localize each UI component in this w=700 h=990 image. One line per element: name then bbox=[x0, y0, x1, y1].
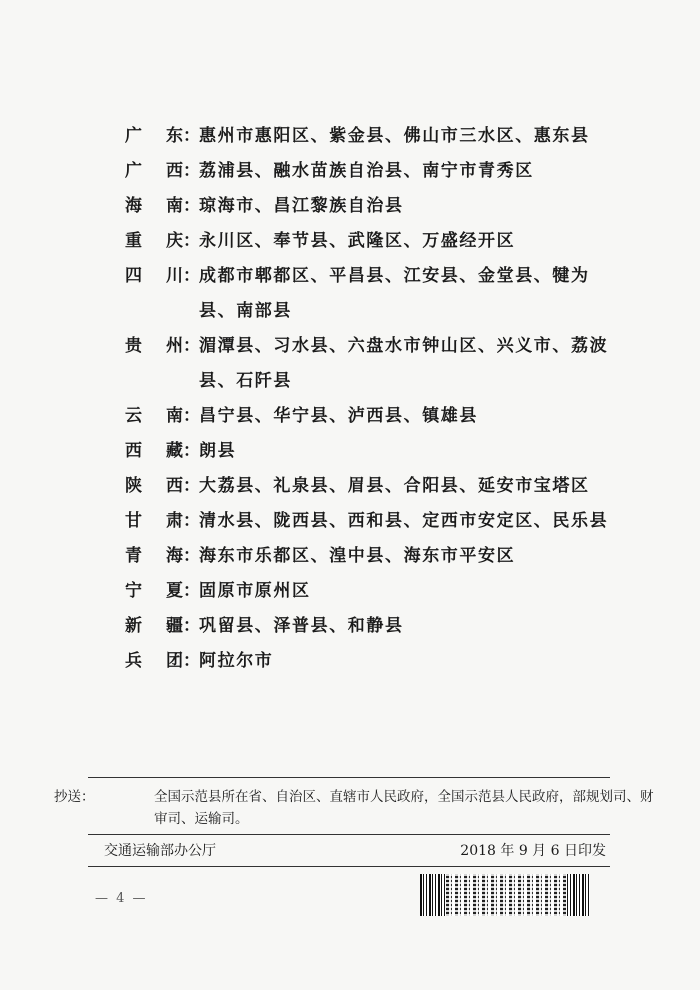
divider-middle bbox=[88, 834, 610, 835]
list-row: 重 庆 ： 永川区、奉节县、武隆区、万盛经开区 bbox=[125, 224, 625, 259]
list-row: 西 藏 ： 朗县 bbox=[125, 434, 625, 469]
province-name: 宁 夏 bbox=[125, 581, 183, 601]
county-names: 惠州市惠阳区、紫金县、佛山市三水区、惠东县 bbox=[199, 126, 590, 146]
county-names: 荔浦县、融水苗族自治县、南宁市青秀区 bbox=[199, 161, 534, 181]
list-row: 广 东 ： 惠州市惠阳区、紫金县、佛山市三水区、惠东县 bbox=[125, 119, 625, 154]
list-row: 新 疆 ： 巩留县、泽普县、和静县 bbox=[125, 609, 625, 644]
province-name: 新 疆 bbox=[125, 616, 183, 636]
list-row: 云 南 ： 昌宁县、华宁县、泸西县、镇雄县 bbox=[125, 399, 625, 434]
issue-date: 2018 年 9 月 6 日印发 bbox=[460, 843, 606, 859]
divider-bottom bbox=[88, 866, 610, 867]
province-name: 四 川 bbox=[125, 266, 183, 286]
county-names: 昌宁县、华宁县、泸西县、镇雄县 bbox=[199, 406, 478, 426]
county-names: 成都市郫都区、平昌县、江安县、金堂县、犍为县、南部县 bbox=[199, 266, 590, 321]
province-name: 重 庆 bbox=[125, 231, 183, 251]
county-names: 朗县 bbox=[199, 441, 237, 461]
province-name: 青 海 bbox=[125, 546, 183, 566]
list-row: 贵 州 ： 湄潭县、习水县、六盘水市钟山区、兴义市、荔波县、石阡县 bbox=[125, 329, 625, 399]
barcode-icon bbox=[420, 874, 590, 916]
list-row: 兵 团 ： 阿拉尔市 bbox=[125, 644, 625, 679]
county-names: 大荔县、礼泉县、眉县、合阳县、延安市宝塔区 bbox=[199, 476, 590, 496]
list-row: 海 南 ： 琼海市、昌江黎族自治县 bbox=[125, 189, 625, 224]
county-list bbox=[125, 119, 625, 679]
cc-label: 抄送： bbox=[54, 789, 95, 805]
county-names: 海东市乐都区、湟中县、海东市平安区 bbox=[199, 546, 516, 566]
page-number: — 4 — bbox=[95, 891, 148, 906]
province-name: 西 藏 bbox=[125, 441, 183, 461]
cc-recipients: 全国示范县所在省、自治区、直辖市人民政府，全国示范县人民政府，部规划司、财审司、运输司。 bbox=[154, 789, 654, 827]
county-names: 湄潭县、习水县、六盘水市钟山区、兴义市、荔波县、石阡县 bbox=[199, 336, 609, 391]
province-name: 广 西 bbox=[125, 161, 183, 181]
province-name: 广 东 bbox=[125, 126, 183, 146]
county-names: 永川区、奉节县、武隆区、万盛经开区 bbox=[199, 231, 516, 251]
province-name: 甘 肃 bbox=[125, 511, 183, 531]
list-row: 宁 夏 ： 固原市原州区 bbox=[125, 574, 625, 609]
issuing-office: 交通运输部办公厅 bbox=[104, 843, 216, 859]
county-names: 巩留县、泽普县、和静县 bbox=[199, 616, 404, 636]
province-name: 海 南 bbox=[125, 196, 183, 216]
list-row: 青 海 ： 海东市乐都区、湟中县、海东市平安区 bbox=[125, 539, 625, 574]
list-row: 甘 肃 ： 清水县、陇西县、西和县、定西市安定区、民乐县 bbox=[125, 504, 625, 539]
list-row: 广 西 ： 荔浦县、融水苗族自治县、南宁市青秀区 bbox=[125, 154, 625, 189]
province-name: 兵 团 bbox=[125, 651, 183, 671]
county-names: 阿拉尔市 bbox=[199, 651, 274, 671]
province-name: 贵 州 bbox=[125, 336, 183, 356]
province-name: 陕 西 bbox=[125, 476, 183, 496]
county-names: 清水县、陇西县、西和县、定西市安定区、民乐县 bbox=[199, 511, 609, 531]
county-names: 琼海市、昌江黎族自治县 bbox=[199, 196, 404, 216]
cc-block bbox=[54, 786, 654, 830]
list-row: 四 川 ： 成都市郫都区、平昌县、江安县、金堂县、犍为县、南部县 bbox=[125, 259, 625, 329]
divider-top bbox=[88, 777, 610, 778]
county-names: 固原市原州区 bbox=[199, 581, 311, 601]
province-name: 云 南 bbox=[125, 406, 183, 426]
list-row: 陕 西 ： 大荔县、礼泉县、眉县、合阳县、延安市宝塔区 bbox=[125, 469, 625, 504]
